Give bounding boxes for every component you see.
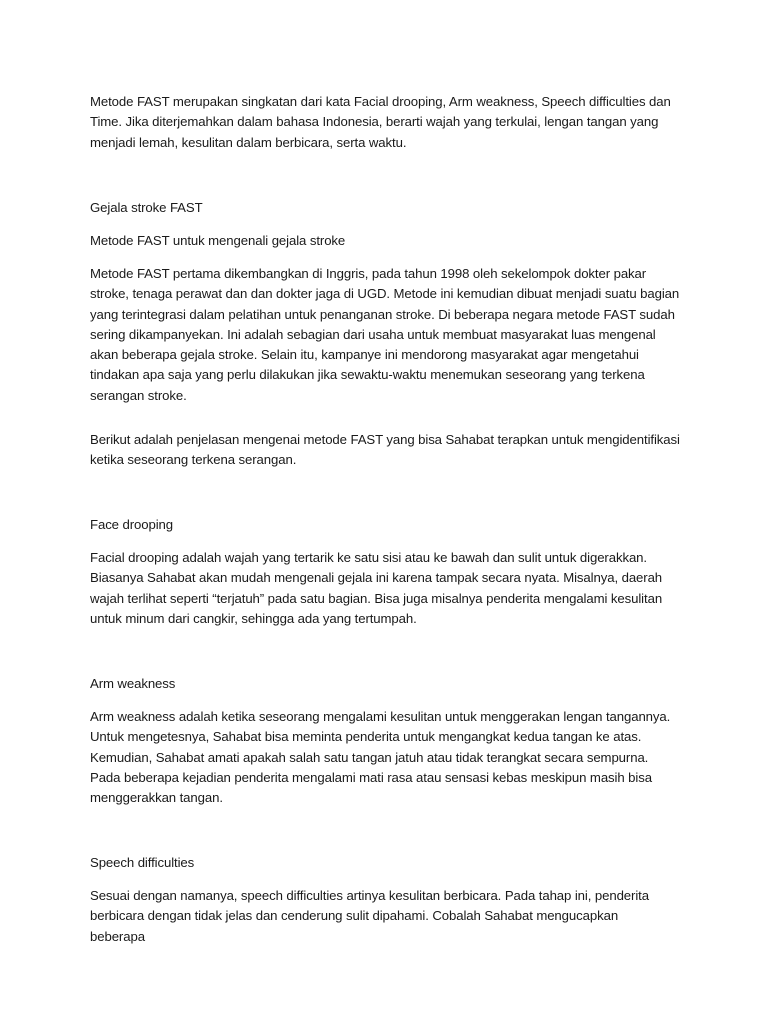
arm-weakness-paragraph: Arm weakness adalah ketika seseorang mengalami kesulitan untuk menggerakan lengan tangannya. Untuk mengetesnya, Sahabat bisa meminta penderita untuk mengangkat kedua tangan ke atas. Kemudian, Sahabat amati apakah salah satu tangan jatuh atau tidak terangkat secara sempurna. Pada beberapa kejadian penderita mengalami mati rasa atau sensasi kebas meskipun masih bisa menggerakkan tangan. <box>90 709 671 806</box>
history-paragraph: Metode FAST pertama dikembangkan di Inggris, pada tahun 1998 oleh sekelompok dokter pakar stroke, tenaga perawat dan dan dokter jaga di UGD. Metode ini kemudian dibuat menjadi suatu bagian yang terintegrasi dalam pelatihan untuk penanganan stroke. Di beberapa negara metode FAST sudah sering dikampanyekan. Ini adalah sebagian dari usaha untuk membuat masyarakat luas mengenal akan beberapa gejala stroke. Selain itu, kampanye ini mendorong masyarakat agar mengetahui tindakan apa saja yang perlu dilakukan jika sewaktu-waktu menemukan seseorang yang terkena serangan stroke. <box>90 266 680 403</box>
heading-face-drooping: Face drooping <box>90 517 174 532</box>
heading-metode-fast: Metode FAST untuk mengenali gejala stroke <box>90 233 346 248</box>
explanation-paragraph: Berikut adalah penjelasan mengenai metode FAST yang bisa Sahabat terapkan untuk mengidentifikasi ketika seseorang terkena serangan. <box>90 432 680 468</box>
heading-gejala-stroke: Gejala stroke FAST <box>90 200 203 215</box>
heading-arm-weakness: Arm weakness <box>90 676 176 691</box>
intro-paragraph: Metode FAST merupakan singkatan dari kata Facial drooping, Arm weakness, Speech difficulties dan Time. Jika diterjemahkan dalam bahasa Indonesia, berarti wajah yang terkulai, lengan tangan yang menjadi lemah, kesulitan dalam berbicara, serta waktu. <box>90 94 671 150</box>
speech-difficulties-paragraph: Sesuai dengan namanya, speech difficulties artinya kesulitan berbicara. Pada tahap ini, penderita berbicara dengan tidak jelas dan cenderung sulit dipahami. Cobalah Sahabat mengucapkan beberapa <box>90 888 649 944</box>
face-drooping-paragraph: Facial drooping adalah wajah yang tertarik ke satu sisi atau ke bawah dan sulit untuk digerakkan. Biasanya Sahabat akan mudah mengenali gejala ini karena tampak secara nyata. Misalnya, daerah wajah terlihat seperti “terjatuh” pada satu bagian. Bisa juga misalnya penderita mengalami kesulitan untuk minum dari cangkir, sehingga ada yang tertumpah. <box>90 550 663 626</box>
heading-speech-difficulties: Speech difficulties <box>90 855 195 870</box>
